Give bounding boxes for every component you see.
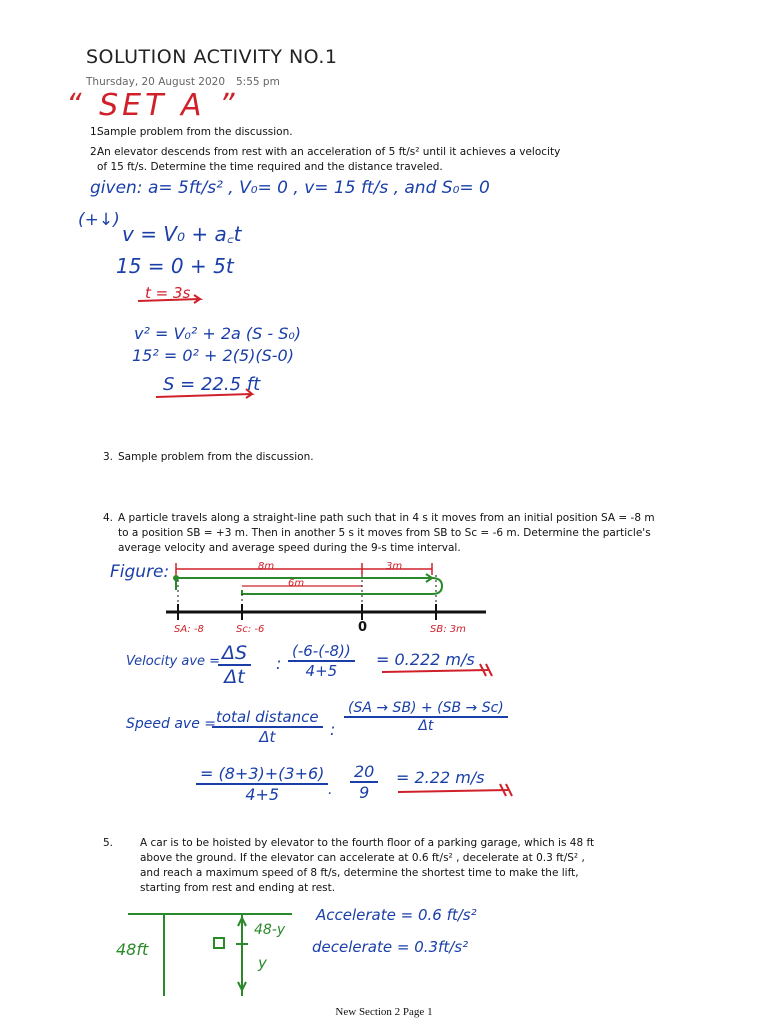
sol4-velocity-label: Velocity ave = [126, 654, 221, 669]
sol4-velocity-denominator: 4+5 [305, 662, 338, 680]
problem-4-number: 4. [102, 512, 113, 524]
sol4-speed-answer: = 2.22 m/s [396, 768, 485, 787]
sol5-upper-segment: 48-y [254, 922, 286, 938]
page-title: SOLUTION ACTIVITY NO.1 [86, 46, 338, 68]
problem-1-number: 1. [89, 126, 100, 138]
sol2-answer-time: t = 3s [145, 284, 191, 302]
sol2-direction: (+↓) [78, 210, 120, 230]
sol4-twenty: 20 [350, 762, 378, 783]
problem-5-line-3: and reach a maximum speed of 8 ft/s, determine the shortest time to make the lift, [140, 867, 579, 879]
sol2-eq3: v² = V₀² + 2a (S - S₀) [134, 324, 302, 343]
sol5-decelerate: decelerate = 0.3ft/s² [312, 938, 469, 956]
problem-5-line-4: starting from rest and ending at rest. [140, 882, 336, 894]
sol4-total-distance: total distance [212, 708, 323, 728]
sol2-answer-distance: S = 22.5 ft [163, 374, 261, 395]
problem-4-line-2: to a position SB = +3 m. Then in another 5 s it moves from SB to Sc = -6 m. Determine the particle's [118, 527, 651, 539]
sol4-dim-6m: 6m [288, 578, 305, 589]
sol4-velocity-numerator: (-6-(-8)) [288, 642, 355, 662]
problem-2-number: 2. [89, 146, 100, 158]
sol4-number-line-figure [166, 563, 486, 620]
sol2-eq4: 15² = 0² + 2(5)(S-0) [132, 346, 294, 365]
set-label: “ SET A ” [66, 88, 239, 123]
problem-4-line-1: A particle travels along a straight-line path such that in 4 s it moves from an initial position SA = -8 m [118, 512, 655, 524]
page-footer: New Section 2 Page 1 [335, 1006, 433, 1018]
sol5-height-48ft: 48ft [116, 940, 149, 959]
problem-2-line-2: of 15 ft/s. Determine the time required and the distance traveled. [97, 161, 443, 173]
sol4-speed-dt: Δt [259, 728, 276, 746]
problem-2-line-1: An elevator descends from rest with an acceleration of 5 ft/s² until it achieves a velocity [97, 146, 561, 158]
sol4-nine: 9 [359, 783, 370, 802]
sol4-dot: . [328, 782, 333, 798]
sol5-elevator-diagram [128, 914, 292, 996]
sol4-dim-3m: 3m [386, 561, 403, 572]
sol5-accelerate: Accelerate = 0.6 ft/s² [316, 906, 477, 924]
sol4-dim-8m: 8m [258, 561, 275, 572]
sol4-equals-1: : [276, 654, 282, 673]
sol2-eq1: v = V₀ + a꜀t [122, 222, 242, 246]
sol4-delta-s: ΔS [218, 642, 251, 666]
sol2-given: given: a= 5ft/s² , V₀= 0 , v= 15 ft/s , and S₀= 0 [90, 178, 490, 198]
problem-5-line-2: above the ground. If the elevator can accelerate at 0.6 ft/s² , decelerate at 0.3 ft/S² , [140, 852, 585, 864]
sol4-figure-label: Figure: [110, 562, 170, 582]
sol4-calc-numerator: = (8+3)+(3+6) [196, 764, 328, 785]
sol2-eq2: 15 = 0 + 5t [116, 254, 234, 278]
sol4-velocity-underline [382, 664, 492, 676]
sol4-label-zero: 0 [358, 620, 368, 635]
sol4-label-sa: SA: -8 [174, 624, 204, 635]
sol5-lower-segment: y [258, 954, 267, 972]
sol2-time-underline [138, 295, 200, 303]
sol4-velocity-answer: = 0.222 m/s [376, 650, 475, 669]
problem-4-line-3: average velocity and average speed during the 9-s time interval. [118, 542, 461, 554]
problem-5-line-1: A car is to be hoisted by elevator to the fourth floor of a parking garage, which is 48 ft [140, 837, 595, 849]
problem-5-number: 5. [102, 837, 113, 849]
sol4-calc-denominator: 4+5 [245, 785, 280, 804]
date-stamp: Thursday, 20 August 2020 [86, 76, 226, 88]
sol4-label-sb: SB: 3m [430, 624, 466, 635]
sol2-distance-underline [156, 389, 252, 398]
sol4-delta-t: Δt [224, 666, 245, 688]
time-stamp: 5:55 pm [236, 76, 280, 88]
problem-1-text: Sample problem from the discussion. [97, 126, 293, 138]
sol4-equals-2: : [330, 720, 336, 739]
sol4-segment-sum: (SA → SB) + (SB → Sc) [344, 700, 508, 718]
sol4-speed-label: Speed ave = [126, 716, 216, 732]
problem-3-text: Sample problem from the discussion. [118, 451, 314, 463]
problem-3-number: 3. [102, 451, 113, 463]
sol4-label-sc: Sc: -6 [236, 624, 265, 635]
sol4-speed-underline [398, 784, 512, 796]
sol4-segment-dt: Δt [418, 718, 434, 734]
